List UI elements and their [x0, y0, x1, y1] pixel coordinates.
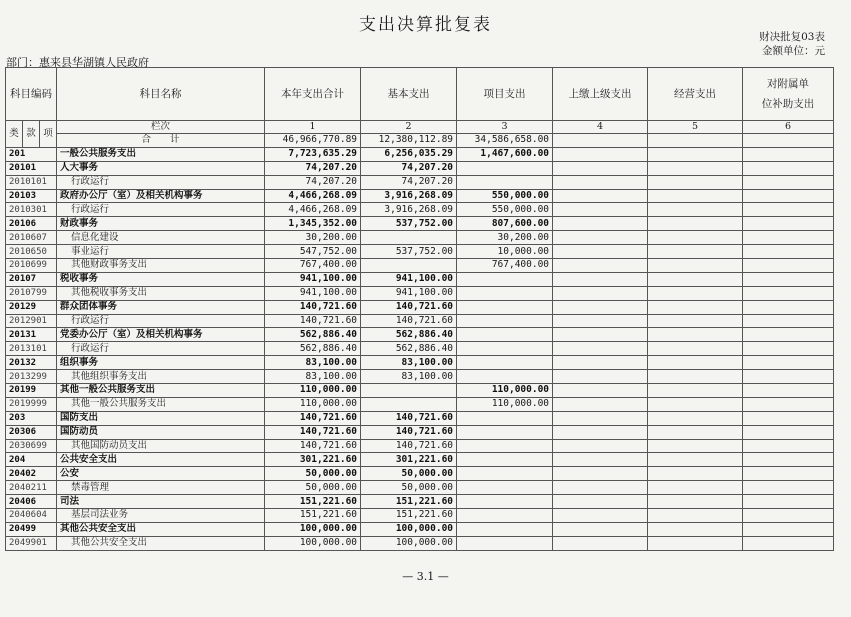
row-business: [648, 286, 743, 300]
table-row: [6, 272, 834, 286]
row-project: [457, 314, 553, 328]
row-subsidy: [743, 522, 834, 536]
row-total: 140,721.60: [265, 439, 361, 453]
row-code: 20103: [6, 189, 57, 203]
row-upper: [553, 439, 648, 453]
row-basic: 83,100.00: [361, 370, 457, 384]
department-label: 部门：惠来县华湖镇人民政府: [6, 56, 149, 69]
row-total: 110,000.00: [265, 397, 361, 411]
row-upper: [553, 203, 648, 217]
header-subsidy-line2: 位补助支出: [761, 98, 815, 110]
row-name: 国防支出: [57, 411, 265, 425]
row-basic: 6,256,035.29: [361, 147, 457, 161]
row-upper: [553, 384, 648, 398]
row-name: 其他公共安全支出: [57, 522, 265, 536]
total-total: 46,966,770.89: [265, 134, 361, 148]
row-business: [648, 272, 743, 286]
row-project: [457, 509, 553, 523]
row-upper: [553, 411, 648, 425]
row-project: 110,000.00: [457, 397, 553, 411]
row-code: 20402: [6, 467, 57, 481]
header-code: 科目编码: [6, 68, 57, 121]
subheader-col4: 4: [553, 121, 648, 134]
subheader-kuan: 款: [23, 121, 40, 148]
row-total: 767,400.00: [265, 259, 361, 273]
row-business: [648, 217, 743, 231]
row-total: 140,721.60: [265, 425, 361, 439]
unit-label: 金额单位：元: [762, 45, 825, 57]
row-project: [457, 286, 553, 300]
row-business: [648, 342, 743, 356]
row-basic: [361, 231, 457, 245]
table-row: [6, 356, 834, 370]
table-row: [6, 495, 834, 509]
row-total: 140,721.60: [265, 314, 361, 328]
row-total: 140,721.60: [265, 411, 361, 425]
row-basic: 562,886.40: [361, 328, 457, 342]
row-business: [648, 245, 743, 259]
row-upper: [553, 272, 648, 286]
row-name: 公安: [57, 467, 265, 481]
row-code: 20106: [6, 217, 57, 231]
row-name: 党委办公厅（室）及相关机构事务: [57, 328, 265, 342]
row-name: 信息化建设: [57, 231, 265, 245]
row-total: 301,221.60: [265, 453, 361, 467]
row-business: [648, 231, 743, 245]
row-upper: [553, 217, 648, 231]
header-project: 项目支出: [457, 68, 553, 121]
subheader-xiang: 项: [40, 121, 57, 148]
row-project: [457, 411, 553, 425]
row-subsidy: [743, 481, 834, 495]
row-basic: 3,916,268.09: [361, 203, 457, 217]
row-business: [648, 522, 743, 536]
row-total: 4,466,268.09: [265, 203, 361, 217]
row-code: 2013101: [6, 342, 57, 356]
row-project: 1,467,600.00: [457, 147, 553, 161]
row-business: [648, 411, 743, 425]
row-basic: 140,721.60: [361, 411, 457, 425]
row-basic: 151,221.60: [361, 509, 457, 523]
total-label: 合 计: [57, 134, 265, 148]
row-business: [648, 467, 743, 481]
row-upper: [553, 467, 648, 481]
table-row: [6, 203, 834, 217]
row-code: 20199: [6, 384, 57, 398]
row-basic: 100,000.00: [361, 522, 457, 536]
total-upper: [553, 134, 648, 148]
subheader-lei: 类: [6, 121, 23, 148]
table-row: [6, 259, 834, 273]
row-upper: [553, 328, 648, 342]
row-business: [648, 259, 743, 273]
total-row: [6, 134, 834, 148]
row-project: [457, 495, 553, 509]
row-code: 20101: [6, 161, 57, 175]
row-subsidy: [743, 397, 834, 411]
row-basic: 140,721.60: [361, 314, 457, 328]
row-basic: [361, 259, 457, 273]
row-upper: [553, 425, 648, 439]
row-subsidy: [743, 272, 834, 286]
row-code: 20306: [6, 425, 57, 439]
row-total: 74,207.20: [265, 161, 361, 175]
row-total: 50,000.00: [265, 481, 361, 495]
row-subsidy: [743, 147, 834, 161]
total-subsidy: [743, 134, 834, 148]
row-project: [457, 356, 553, 370]
row-upper: [553, 342, 648, 356]
row-business: [648, 481, 743, 495]
row-upper: [553, 453, 648, 467]
row-name: 其他组织事务支出: [57, 370, 265, 384]
row-subsidy: [743, 203, 834, 217]
row-subsidy: [743, 217, 834, 231]
row-upper: [553, 175, 648, 189]
row-code: 2019999: [6, 397, 57, 411]
total-business: [648, 134, 743, 148]
row-upper: [553, 245, 648, 259]
table-row: [6, 300, 834, 314]
row-name: 群众团体事务: [57, 300, 265, 314]
row-code: 2030699: [6, 439, 57, 453]
table-row: [6, 189, 834, 203]
table-row: [6, 342, 834, 356]
row-name: 事业运行: [57, 245, 265, 259]
row-project: [457, 536, 553, 550]
row-business: [648, 161, 743, 175]
row-name: 组织事务: [57, 356, 265, 370]
table-row: [6, 370, 834, 384]
row-name: 禁毒管理: [57, 481, 265, 495]
row-project: 767,400.00: [457, 259, 553, 273]
row-subsidy: [743, 161, 834, 175]
row-basic: 100,000.00: [361, 536, 457, 550]
row-upper: [553, 536, 648, 550]
row-total: 100,000.00: [265, 522, 361, 536]
table-row: [6, 453, 834, 467]
subheader-lanci: 栏次: [57, 121, 265, 134]
row-subsidy: [743, 439, 834, 453]
row-total: 7,723,635.29: [265, 147, 361, 161]
table-row: [6, 245, 834, 259]
header-upper: 上缴上级支出: [553, 68, 648, 121]
row-business: [648, 203, 743, 217]
header-business: 经营支出: [648, 68, 743, 121]
row-name: 其他税收事务支出: [57, 286, 265, 300]
row-name: 其他一般公共服务支出: [57, 397, 265, 411]
row-total: 151,221.60: [265, 495, 361, 509]
table-row: [6, 231, 834, 245]
row-name: 其他国防动员支出: [57, 439, 265, 453]
row-subsidy: [743, 300, 834, 314]
row-total: 140,721.60: [265, 300, 361, 314]
row-project: [457, 467, 553, 481]
row-total: 562,886.40: [265, 328, 361, 342]
row-total: 74,207.20: [265, 175, 361, 189]
row-name: 政府办公厅（室）及相关机构事务: [57, 189, 265, 203]
row-code: 203: [6, 411, 57, 425]
row-name: 行政运行: [57, 342, 265, 356]
row-basic: 140,721.60: [361, 439, 457, 453]
table-row: [6, 147, 834, 161]
row-business: [648, 509, 743, 523]
row-business: [648, 536, 743, 550]
row-upper: [553, 481, 648, 495]
row-project: 10,000.00: [457, 245, 553, 259]
row-basic: 50,000.00: [361, 481, 457, 495]
row-name: 一般公共服务支出: [57, 147, 265, 161]
row-upper: [553, 300, 648, 314]
row-project: [457, 342, 553, 356]
form-info: [759, 30, 825, 58]
row-subsidy: [743, 384, 834, 398]
row-total: 1,345,352.00: [265, 217, 361, 231]
row-project: [457, 439, 553, 453]
subheader-col6: 6: [743, 121, 834, 134]
row-name: 其他一般公共服务支出: [57, 384, 265, 398]
row-subsidy: [743, 536, 834, 550]
table-row: [6, 161, 834, 175]
row-upper: [553, 314, 648, 328]
row-business: [648, 147, 743, 161]
row-code: 20107: [6, 272, 57, 286]
row-upper: [553, 231, 648, 245]
row-upper: [553, 147, 648, 161]
row-business: [648, 300, 743, 314]
table-row: [6, 384, 834, 398]
row-upper: [553, 356, 648, 370]
row-code: 2010699: [6, 259, 57, 273]
subheader-col1: 1: [265, 121, 361, 134]
total-basic: 12,380,112.89: [361, 134, 457, 148]
row-upper: [553, 495, 648, 509]
row-name: 基层司法业务: [57, 509, 265, 523]
row-basic: 74,207.20: [361, 161, 457, 175]
row-basic: 74,207.20: [361, 175, 457, 189]
row-name: 行政运行: [57, 314, 265, 328]
table-row: [6, 481, 834, 495]
row-project: [457, 300, 553, 314]
row-total: 50,000.00: [265, 467, 361, 481]
row-total: 151,221.60: [265, 509, 361, 523]
row-name: 人大事务: [57, 161, 265, 175]
row-project: 550,000.00: [457, 189, 553, 203]
row-subsidy: [743, 495, 834, 509]
table-row: [6, 439, 834, 453]
table-row: [6, 509, 834, 523]
row-code: 2040211: [6, 481, 57, 495]
row-subsidy: [743, 231, 834, 245]
row-subsidy: [743, 425, 834, 439]
row-upper: [553, 397, 648, 411]
table-row: [6, 175, 834, 189]
row-upper: [553, 522, 648, 536]
row-code: 2010301: [6, 203, 57, 217]
row-business: [648, 425, 743, 439]
row-subsidy: [743, 314, 834, 328]
subheader-col5: 5: [648, 121, 743, 134]
row-code: 2010799: [6, 286, 57, 300]
table-row: [6, 397, 834, 411]
row-project: 550,000.00: [457, 203, 553, 217]
row-business: [648, 356, 743, 370]
row-total: 941,100.00: [265, 286, 361, 300]
page-title: 支出决算批复表: [359, 15, 492, 35]
row-total: 83,100.00: [265, 356, 361, 370]
header-total: 本年支出合计: [265, 68, 361, 121]
table-row: [6, 286, 834, 300]
table-row: [6, 425, 834, 439]
row-name: 公共安全支出: [57, 453, 265, 467]
row-basic: 941,100.00: [361, 272, 457, 286]
row-basic: 562,886.40: [361, 342, 457, 356]
table-row: [6, 467, 834, 481]
row-subsidy: [743, 370, 834, 384]
row-upper: [553, 286, 648, 300]
row-project: 110,000.00: [457, 384, 553, 398]
row-business: [648, 328, 743, 342]
row-upper: [553, 509, 648, 523]
table-row: [6, 217, 834, 231]
row-upper: [553, 161, 648, 175]
row-basic: 537,752.00: [361, 245, 457, 259]
row-project: [457, 481, 553, 495]
row-code: 2013299: [6, 370, 57, 384]
row-upper: [553, 370, 648, 384]
row-project: [457, 161, 553, 175]
header-basic: 基本支出: [361, 68, 457, 121]
header-subsidy-line1: 对附属单: [767, 78, 810, 90]
header-name: 科目名称: [57, 68, 265, 121]
row-code: 20131: [6, 328, 57, 342]
row-basic: 140,721.60: [361, 300, 457, 314]
row-basic: [361, 397, 457, 411]
row-business: [648, 397, 743, 411]
row-project: 807,600.00: [457, 217, 553, 231]
row-name: 行政运行: [57, 203, 265, 217]
row-business: [648, 189, 743, 203]
row-project: [457, 272, 553, 286]
row-subsidy: [743, 328, 834, 342]
row-business: [648, 384, 743, 398]
row-project: [457, 370, 553, 384]
header-subsidy: [743, 68, 834, 121]
row-subsidy: [743, 509, 834, 523]
table-row: [6, 314, 834, 328]
row-total: 562,886.40: [265, 342, 361, 356]
row-upper: [553, 259, 648, 273]
row-code: 2012901: [6, 314, 57, 328]
row-code: 2010607: [6, 231, 57, 245]
row-name: 国防动员: [57, 425, 265, 439]
table-row: [6, 522, 834, 536]
row-basic: 941,100.00: [361, 286, 457, 300]
subheader-row: [6, 121, 834, 134]
row-project: [457, 328, 553, 342]
row-name: 财政事务: [57, 217, 265, 231]
row-total: 83,100.00: [265, 370, 361, 384]
page-number: — 3.1 —: [402, 570, 449, 583]
table-row: [6, 328, 834, 342]
row-code: 204: [6, 453, 57, 467]
row-basic: 537,752.00: [361, 217, 457, 231]
row-subsidy: [743, 189, 834, 203]
row-code: 20132: [6, 356, 57, 370]
row-upper: [553, 189, 648, 203]
subheader-col2: 2: [361, 121, 457, 134]
row-basic: [361, 384, 457, 398]
row-subsidy: [743, 286, 834, 300]
row-basic: 50,000.00: [361, 467, 457, 481]
row-code: 20129: [6, 300, 57, 314]
row-subsidy: [743, 356, 834, 370]
row-code: 2049901: [6, 536, 57, 550]
row-basic: 140,721.60: [361, 425, 457, 439]
row-code: 2040604: [6, 509, 57, 523]
row-total: 100,000.00: [265, 536, 361, 550]
row-business: [648, 175, 743, 189]
row-business: [648, 314, 743, 328]
row-code: 20499: [6, 522, 57, 536]
total-project: 34,586,658.00: [457, 134, 553, 148]
row-project: [457, 453, 553, 467]
row-total: 547,752.00: [265, 245, 361, 259]
row-name: 其他财政事务支出: [57, 259, 265, 273]
row-business: [648, 453, 743, 467]
row-name: 税收事务: [57, 272, 265, 286]
row-subsidy: [743, 467, 834, 481]
row-total: 4,466,268.09: [265, 189, 361, 203]
row-name: 行政运行: [57, 175, 265, 189]
row-project: [457, 175, 553, 189]
row-business: [648, 439, 743, 453]
row-basic: 83,100.00: [361, 356, 457, 370]
row-subsidy: [743, 411, 834, 425]
row-subsidy: [743, 453, 834, 467]
row-total: 941,100.00: [265, 272, 361, 286]
row-subsidy: [743, 342, 834, 356]
row-subsidy: [743, 175, 834, 189]
row-name: 其他公共安全支出: [57, 536, 265, 550]
row-code: 20406: [6, 495, 57, 509]
row-basic: 301,221.60: [361, 453, 457, 467]
row-code: 2010650: [6, 245, 57, 259]
row-subsidy: [743, 245, 834, 259]
row-code: 201: [6, 147, 57, 161]
expenditure-table: [5, 67, 834, 551]
table-row: [6, 536, 834, 550]
header-row: [6, 68, 834, 121]
row-project: 30,200.00: [457, 231, 553, 245]
form-code: 财决批复03表: [759, 31, 825, 43]
row-code: 2010101: [6, 175, 57, 189]
row-basic: 3,916,268.09: [361, 189, 457, 203]
row-name: 司法: [57, 495, 265, 509]
subheader-col3: 3: [457, 121, 553, 134]
row-subsidy: [743, 259, 834, 273]
table-row: [6, 411, 834, 425]
row-total: 110,000.00: [265, 384, 361, 398]
row-basic: 151,221.60: [361, 495, 457, 509]
row-project: [457, 425, 553, 439]
row-project: [457, 522, 553, 536]
row-business: [648, 370, 743, 384]
row-total: 30,200.00: [265, 231, 361, 245]
row-business: [648, 495, 743, 509]
